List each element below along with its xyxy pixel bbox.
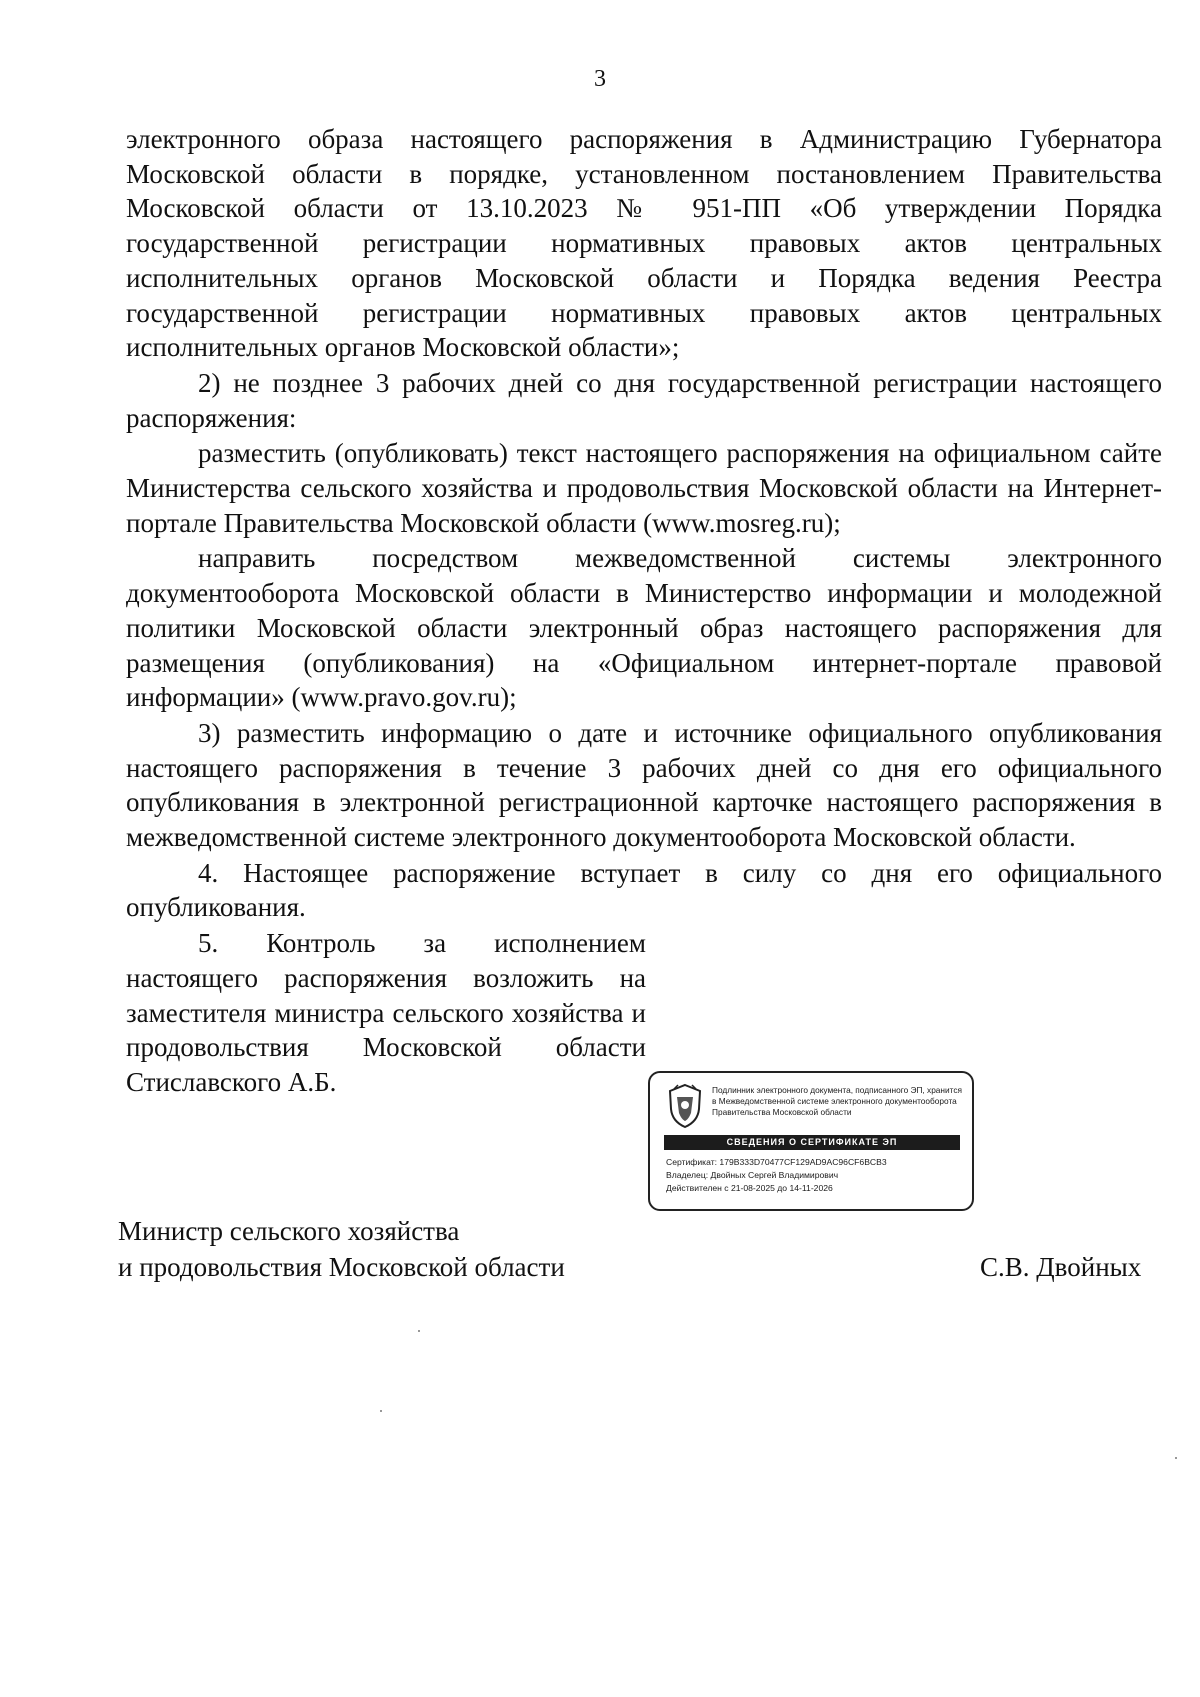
position-line-2: и продовольствия Московской области (118, 1252, 565, 1282)
paragraph-continuation: электронного образа настоящего распоряжения в Администрацию Губернатора Московской области в порядке, установленном постановлением Правительства Московской области от 13.10.2023 № 951-ПП «Об утверждении Порядка государственной регистрации нормативных правовых актов центральных исполнительных органов Московской области и Порядка ведения Реестра государственной регистрации нормативных правовых актов центральных исполнительных органов Московской области»; (126, 124, 1162, 363)
stamp-notice: Подлинник электронного документа, подписанного ЭП, хранится в Межведомственной системе электронного документооборота Правительства Московской области (712, 1085, 962, 1117)
e-signature-stamp (648, 1071, 974, 1211)
stamp-header: СВЕДЕНИЯ О СЕРТИФИКАТЕ ЭП (664, 1135, 960, 1150)
page-number: 3 (594, 66, 606, 92)
paragraph-send-edms: направить посредством межведомственной системы электронного документооборота Московской области в Министерство информации и молодежной политики Московской области электронный образ настоящего распоряжения для размещения (опубликования) на «Официальном интернет-портале правовой информации» (www.pravo.gov.ru); (126, 543, 1162, 713)
paragraph-item-2: 2) не позднее 3 рабочих дней со дня государственной регистрации настоящего распоряжения: (126, 367, 1162, 433)
stamp-owner: Владелец: Двойных Сергей Владимирович (666, 1170, 839, 1180)
position-line-1: Министр сельского хозяйства (118, 1216, 460, 1246)
scan-speck (380, 1410, 382, 1412)
paragraph-item-3: 3) разместить информацию о дате и источнике официального опубликования настоящего распоряжения в течение 3 рабочих дней со дня его официального опубликования в электронной регистрационной карточке настоящего распоряжения в межведомственной системе электронного документооборота Московской области. (126, 717, 1162, 853)
stamp-certificate: Сертификат: 179B333D70477CF129AD9AC96CF6BCB3 (666, 1157, 887, 1167)
stamp-validity: Действителен с 21-08-2025 до 14-11-2026 (666, 1183, 833, 1193)
paragraph-item-5: 5. Контроль за исполнением настоящего распоряжения возложить на заместителя министра сельского хозяйства и продовольствия Московской области Стиславского А.Б. (126, 928, 646, 1097)
paragraph-item-4: 4. Настоящее распоряжение вступает в силу со дня его официального опубликования. (126, 857, 1162, 923)
signatory-position (118, 1213, 565, 1285)
coat-of-arms-icon (664, 1083, 706, 1129)
scan-speck (418, 1330, 420, 1332)
document-body (126, 122, 1162, 1100)
signatory-name: С.В. Двойных (980, 1252, 1142, 1282)
scan-speck (1175, 1457, 1177, 1459)
paragraph-publish-site: разместить (опубликовать) текст настоящего распоряжения на официальном сайте Министерства сельского хозяйства и продовольствия Московской области на Интернет-портале Правительства Московской области (www.mosreg.ru); (126, 438, 1162, 538)
